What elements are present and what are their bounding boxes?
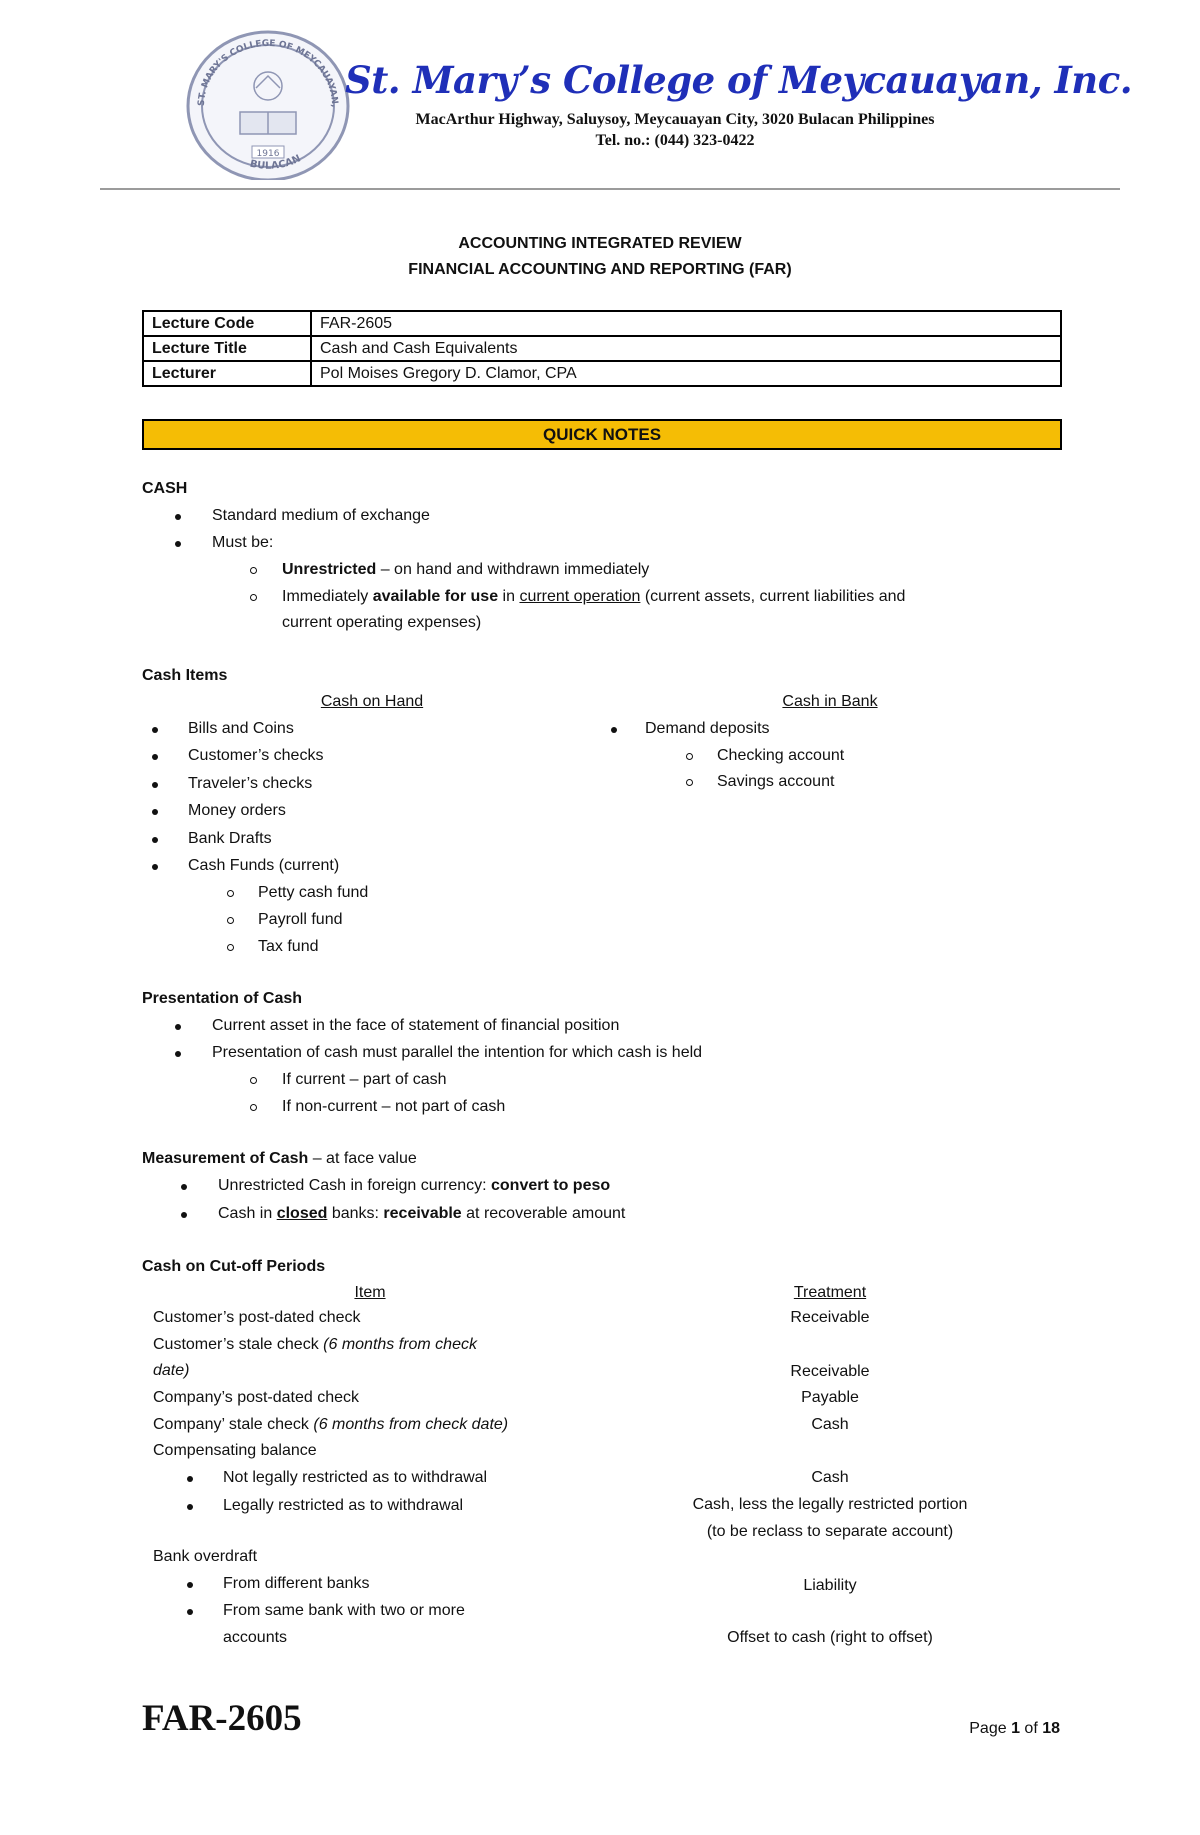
sub-bullet-icon — [686, 753, 693, 760]
presentation-heading: Presentation of Cash — [142, 990, 303, 1007]
list-item: Unrestricted Cash in foreign currency: convert to peso — [218, 1177, 611, 1194]
list-item: Customer’s checks — [188, 747, 324, 764]
cutoff-treatment: Cash — [811, 1469, 849, 1486]
cutoff-treatment: Receivable — [790, 1363, 870, 1380]
page-number: Page 1 of 18 — [969, 1720, 1060, 1737]
quick-notes-banner: QUICK NOTES — [142, 419, 1062, 450]
cutoff-treatment: Liability — [803, 1577, 857, 1594]
cash-heading: CASH — [142, 480, 188, 497]
table-row — [143, 336, 1061, 361]
cash-in-bank-header: Cash in Bank — [782, 693, 878, 710]
list-item: Demand deposits — [645, 720, 770, 737]
lecturer-value: Pol Moises Gregory D. Clamor, CPA — [311, 361, 1061, 386]
list-item: Traveler’s checks — [188, 775, 313, 792]
list-item: Cash Funds (current) — [188, 857, 340, 874]
list-item: Money orders — [188, 802, 286, 819]
svg-text:1916: 1916 — [256, 149, 280, 159]
measurement-heading: Measurement of Cash – at face value — [142, 1150, 417, 1167]
bullet-icon — [152, 864, 158, 870]
bullet-icon — [181, 1184, 187, 1190]
bullet-icon — [152, 782, 158, 788]
cutoff-item-continued: date) — [153, 1362, 190, 1379]
bullet-icon — [187, 1476, 193, 1482]
list-item: Current asset in the face of statement of financial position — [212, 1017, 620, 1034]
footer-lecture-code: FAR-2605 — [142, 1698, 302, 1739]
cutoff-treatment: Offset to cash (right to offset) — [727, 1629, 933, 1646]
sub-bullet-icon — [686, 779, 693, 786]
cutoff-item: Customer’s post-dated check — [153, 1309, 361, 1326]
lecture-code-value: FAR-2605 — [311, 311, 1061, 336]
bullet-icon — [152, 727, 158, 733]
cutoff-treatment-header: Treatment — [793, 1284, 867, 1301]
college-address: MacArthur Highway, Saluysoy, Meycauayan City, 3020 Bulacan Philippines — [415, 111, 935, 128]
bullet-icon — [187, 1609, 193, 1615]
college-name: St. Mary’s College of Meycauayan, Inc. — [345, 58, 1133, 102]
list-item: Cash in closed banks: receivable at recoverable amount — [218, 1205, 626, 1222]
bullet-icon — [175, 514, 181, 520]
list-item: Bills and Coins — [188, 720, 294, 737]
list-item: Presentation of cash must parallel the intention for which cash is held — [212, 1044, 703, 1061]
table-row — [143, 311, 1061, 336]
cutoff-heading: Cash on Cut-off Periods — [142, 1258, 326, 1275]
cutoff-subitem-continued: accounts — [223, 1629, 288, 1646]
cutoff-treatment: Cash — [811, 1416, 849, 1433]
cash-subitem-1: Unrestricted – on hand and withdrawn immediately — [282, 561, 650, 578]
cutoff-subitem: From same bank with two or more — [223, 1602, 465, 1619]
bullet-icon — [187, 1582, 193, 1588]
cutoff-item: Bank overdraft — [153, 1548, 258, 1565]
lecture-info-table — [142, 310, 1062, 387]
bullet-icon — [152, 809, 158, 815]
cash-item-1: Standard medium of exchange — [212, 507, 430, 524]
list-item: Checking account — [717, 747, 845, 764]
cash-subitem-2-continued: current operating expenses) — [282, 614, 482, 631]
lecture-title-label: Lecture Title — [143, 336, 311, 361]
sub-bullet-icon — [250, 1104, 257, 1111]
college-seal-logo — [168, 28, 368, 180]
bullet-icon — [175, 1051, 181, 1057]
bullet-icon — [187, 1504, 193, 1510]
bullet-icon — [152, 754, 158, 760]
cutoff-subitem: Legally restricted as to withdrawal — [223, 1497, 464, 1514]
cash-item-2: Must be: — [212, 534, 274, 551]
cutoff-item: Company’s post-dated check — [153, 1389, 360, 1406]
cutoff-item-header: Item — [354, 1284, 386, 1301]
bullet-icon — [152, 837, 158, 843]
cash-items-heading: Cash Items — [142, 667, 228, 684]
cutoff-treatment: Receivable — [790, 1309, 870, 1326]
sub-bullet-icon — [250, 594, 257, 601]
table-row — [143, 361, 1061, 386]
college-telephone: Tel. no.: (044) 323-0422 — [595, 132, 755, 149]
cutoff-treatment-continued: (to be reclass to separate account) — [706, 1523, 954, 1540]
list-item: Savings account — [717, 773, 835, 790]
lecturer-label: Lecturer — [143, 361, 311, 386]
lecture-code-label: Lecture Code — [143, 311, 311, 336]
cash-subitem-2: Immediately available for use in current operation (current assets, current liabilities and — [282, 588, 906, 605]
cutoff-treatment: Cash, less the legally restricted portion — [692, 1496, 968, 1513]
sub-bullet-icon — [227, 890, 234, 897]
cash-on-hand-header: Cash on Hand — [320, 693, 424, 710]
svg-text:ST. MARY'S COLLEGE OF MEYCAUAY: ST. MARY'S COLLEGE OF MEYCAUAYAN, — [196, 38, 340, 108]
header-divider — [100, 188, 1120, 190]
cutoff-item: Company’ stale check (6 months from check date) — [153, 1416, 509, 1433]
list-item: Bank Drafts — [188, 830, 272, 847]
sub-bullet-icon — [227, 944, 234, 951]
list-item: If non-current – not part of cash — [282, 1098, 506, 1115]
bullet-icon — [175, 1024, 181, 1030]
sub-bullet-icon — [250, 1077, 257, 1084]
document-title-line2: FINANCIAL ACCOUNTING AND REPORTING (FAR) — [408, 261, 792, 278]
cutoff-treatment: Payable — [801, 1389, 859, 1406]
lecture-title-value: Cash and Cash Equivalents — [311, 336, 1061, 361]
svg-text:BULACAN: BULACAN — [248, 153, 303, 172]
list-item: Petty cash fund — [258, 884, 369, 901]
bullet-icon — [175, 541, 181, 547]
bullet-icon — [611, 727, 617, 733]
cutoff-subitem: Not legally restricted as to withdrawal — [223, 1469, 488, 1486]
cutoff-subitem: From different banks — [223, 1575, 370, 1592]
cutoff-item: Customer’s stale check (6 months from check — [153, 1336, 477, 1353]
list-item: Payroll fund — [258, 911, 343, 928]
sub-bullet-icon — [250, 567, 257, 574]
cutoff-item: Compensating balance — [153, 1442, 317, 1459]
sub-bullet-icon — [227, 917, 234, 924]
bullet-icon — [181, 1212, 187, 1218]
list-item: Tax fund — [258, 938, 319, 955]
document-title-line1: ACCOUNTING INTEGRATED REVIEW — [458, 235, 742, 252]
list-item: If current – part of cash — [282, 1071, 447, 1088]
